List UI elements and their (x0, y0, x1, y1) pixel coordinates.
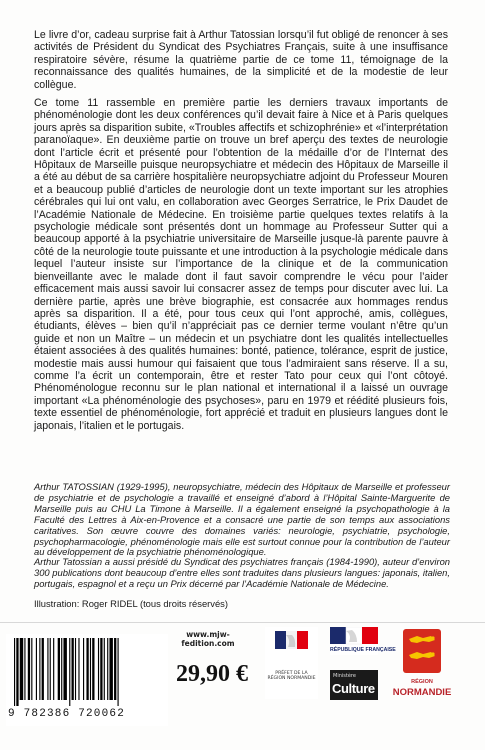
barcode-bar (14, 638, 15, 706)
barcode-bar (61, 638, 62, 700)
price-label: 29,90 € (176, 661, 248, 687)
barcode-bar (109, 638, 112, 700)
barcode-bar (118, 638, 119, 706)
barcode-bar (63, 638, 66, 700)
tricolor-flag-icon (330, 627, 378, 645)
barcode-bar (47, 638, 48, 700)
region-normandie-logo (389, 627, 455, 701)
barcode-bar (98, 638, 99, 700)
barcode-bar (72, 638, 74, 700)
barcode-bar (100, 638, 102, 700)
barcode-bars (14, 638, 160, 708)
summary-paragraph-2: Ce tome 11 rassemble en première partie les derniers travaux importants de phénoménologie dont les deux conférences qu’il devait faire à Nice et à Paris quelques jours après sa disparition subite, «Troubles affectifs et schizophrénie» et «l’interprétation paranoïaque». En deuxième partie on trouve un bref aperçu des textes de neurologie dont l’article écrit et présenté pour l’obtention de la médaille d’or de l’Internat des Hôpitaux de Marseille puisque neuropsychiatre et médecin des Hôpitaux de Marseille il a été au début de sa carrière hospitalière neuropsychiatre adjoint du Professeur Mouren et a beaucoup publié d’articles de neurologie dont un texte important sur les atrophies cérébrales qui lui ont valu, en collaboration avec Georges Serratrice, le Prix Daudet de l’Académie Nationale de Médecine. En troisième partie quelques textes relatifs à la psychologie médicale sont présentés dont un hommage au Professeur Sutter qui a beaucoup apporté à la psychiatrie universitaire de Marseille jusque-là parente pauvre à côté de la neurologie toute puissante et une introduction à la psychologie médicale dans lequel l’auteur insiste sur l’importance de la clinique et de la communication bienveillante avec le malade dont il faut savoir comprendre le vécu pour l’aider efficacement mais aussi savoir lui consacrer assez de temps pour discuter avec lui. La dernière partie, après une brève biographie, est consacrée aux hommages rendus après sa disparition. Il a été, pour tous ceux qui l’ont approché, amis, collègues, étudiants, élèves – bien qu’il n’appréciait pas ce dernier terme voulant n’être qu’un guide et non un Maître – un médecin et un psychiatre dont les qualités intellectuelles étaient associées à des qualités humaines: bonté, patience, tolérance, esprit de justice, modestie mais aussi humour qui faisaient que tous l’admiraient sans réserve. Il a su, comme l’a écrit un contemporain, être et rester Tato pour ceux qui l’ont côtoyé. Phénoménologue reconnu sur le plan national et international il a laissé un ouvrage important «La phénoménologie des psychoses», paru en 1979 et réédité plusieurs fois, texte essentiel de phénoménologie, fort apprécié et traduit en plusieurs langues dont le japonais, l’italien et le portugais. (34, 97, 448, 432)
barcode-bar (24, 638, 25, 700)
prefet-label: PRÉFET DE LA RÉGION NORMANDIE (267, 671, 316, 682)
divider (0, 622, 485, 623)
republique-francaise-logo (330, 627, 396, 655)
marianne-flag-icon (265, 627, 318, 667)
barcode-bar (20, 638, 23, 700)
ministere-culture-logo (330, 670, 378, 700)
barcode-bar (86, 638, 88, 700)
culture-label: Culture (332, 681, 375, 696)
isbn-number: 9 782386 720062 (8, 708, 126, 720)
publisher-website: www.mjw-fedition.com (181, 630, 235, 648)
barcode-bar (16, 638, 18, 706)
barcode-bar (69, 638, 70, 706)
summary-paragraph-1: Le livre d’or, cadeau surprise fait à Arthur Tatossian lorsqu’il fut obligé de renoncer à ses activités de Président du Syndicat des Psychiatres Français, suite à une insuffisance respiratoire sévère, résume la quatrième partie de ce tome 11, témoignage de la reconnaissance des qualités humaines, de la simplicité et de la modestie de leur collègue. (34, 29, 448, 91)
rf-label: RÉPUBLIQUE FRANÇAISE (330, 647, 396, 653)
barcode-bar (107, 638, 108, 700)
barcode-bar (104, 638, 105, 700)
illustration-credit: Illustration: Roger RIDEL (tous droits réservés) (34, 598, 228, 609)
barcode-bar (58, 638, 60, 700)
barcode-bar (42, 638, 44, 700)
barcode-bar (90, 638, 91, 700)
author-bio-paragraph-2: Arthur Tatossian a aussi présidé du Syndicat des psychiatres français (1984-1990), auteur d’environ 300 publications dont beaucoup d’entre elles sont traduites dans plusieurs langues: japonais, italien, portugais, espagnol et a reçu un Prix décerné par l’Académie Nationale de Médecine. (34, 556, 450, 589)
barcode-bar (50, 638, 51, 700)
barcode-bar (39, 638, 40, 700)
barcode-bar (75, 638, 76, 700)
barcode-bar (114, 638, 116, 700)
normandy-leopards-shield-icon (389, 627, 455, 677)
barcode-bar (31, 638, 32, 700)
barcode-bar (92, 638, 94, 700)
isbn-barcode (6, 634, 168, 726)
barcode-bar (36, 638, 37, 700)
region-big-label: NORMANDIE (392, 687, 452, 698)
prefet-normandie-logo (265, 627, 318, 699)
author-bio-paragraph-1: Arthur TATOSSIAN (1929-1995), neuropsychiatre, médecin des Hôpitaux de Marseille et professeur de psychiatrie et de psychologie a travaillé et enseigné d’abord à l’Hôpital Sainte-Marguerite de Marseille puis au CHU La Timone à Marseille. Il a également enseigné la psychopathologie à la Faculté des Lettres à Aix-en-Provence et a consacré une partie de son temps aux associations caritatives. Son œuvre couvre des domaines variés: neurologie, psychiatrie, psychologie, psychopharmacologie, phénoménologie mais elle est surtout connue pour la contribution de l’auteur au développement de la psychiatrie phénoménologique. (34, 481, 450, 558)
region-small-label: RÉGION (411, 679, 433, 685)
barcode-bar (78, 638, 79, 700)
barcode-bar (28, 638, 30, 700)
culture-ministry-label: Ministère (333, 673, 356, 679)
barcode-bar (83, 638, 84, 700)
barcode-bar (53, 638, 54, 700)
